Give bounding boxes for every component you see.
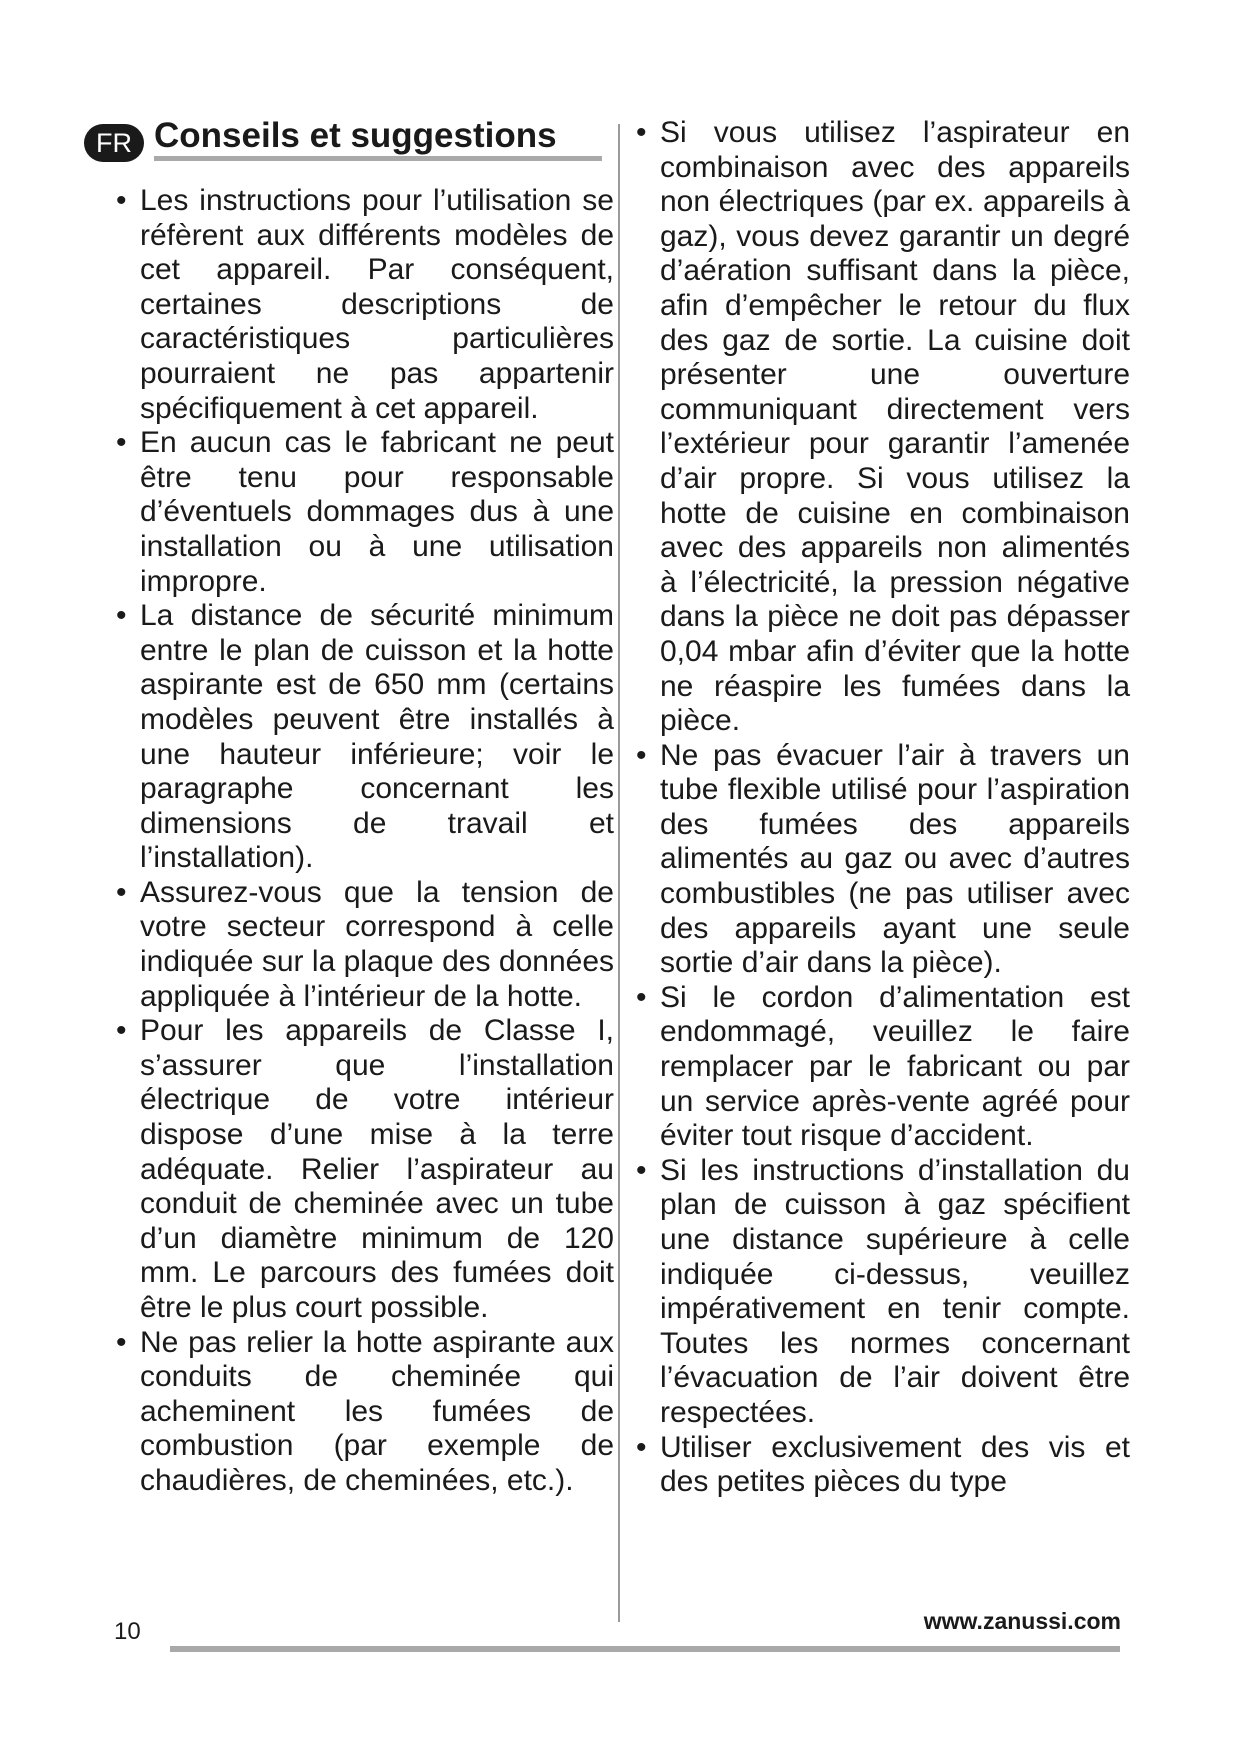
list-item-text: Utiliser exclusivement des vis et des petites pièces du type <box>660 1430 1130 1499</box>
right-column <box>632 116 1130 1500</box>
page-number: 10 <box>114 1618 141 1645</box>
list-item-text: Si le cordon d’alimentation est endommagé, veuillez le faire remplacer par le fabricant ou par un service après-vente agréé pour éviter tout risque d’accident. <box>660 980 1130 1153</box>
list-item-text: Si vous utilisez l’aspirateur en combinaison avec des appareils non électriques (par ex. appareils à gaz), vous devez garantir un degré d’aération suffisant dans la pièce, afin d’empêcher le retour du flux des gaz de sortie. La cuisine doit présenter une ouverture communiquant directement vers l’extérieur pour garantir l’amenée d’air propre. Si vous utilisez la hotte de cuisine en combinaison avec des appareils non alimentés à l’électricité, la pression négative dans la pièce ne doit pas dépasser 0,04 mbar afin d’éviter que la hotte ne réaspire les fumées dans la pièce. <box>660 116 1130 738</box>
bullet-icon: • <box>116 1325 127 1359</box>
section-heading: Conseils et suggestions <box>154 116 557 155</box>
list-item-text: La distance de sécurité minimum entre le plan de cuisson et la hotte aspirante est de 650 mm (certains modèles peuvent être installés à une hauteur inférieure; voir le paragraphe concernant les dimensions de travail et l’installation). <box>140 599 614 875</box>
bullet-icon: • <box>116 184 127 217</box>
list-item <box>112 1014 614 1325</box>
list-item <box>112 599 614 876</box>
list-item-text: Les instructions pour l’utilisation se réfèrent aux différents modèles de cet appareil. Par conséquent, certaines descriptions de caractéristiques particulières pourraient ne pas appartenir spécifiquement à cet appareil. <box>140 184 614 425</box>
language-badge: FR <box>84 124 144 162</box>
list-item-text: Assurez-vous que la tension de votre secteur correspond à celle indiquée sur la plaque des données appliquée à l’intérieur de la hotte. <box>140 875 614 1013</box>
column-divider <box>618 124 620 1622</box>
list-item <box>632 1431 1130 1500</box>
list-item <box>112 1326 614 1499</box>
list-item-text: Ne pas évacuer l’air à travers un tube flexible utilisé pour l’aspiration des fumées des appareils alimentés au gaz ou avec d’autres combustibles (ne pas utiliser avec des appareils ayant une seule sortie d’air dans la pièce). <box>660 738 1130 980</box>
bullet-icon: • <box>636 116 647 149</box>
heading-underline <box>154 156 602 161</box>
list-item-text: En aucun cas le fabricant ne peut être tenu pour responsable d’éventuels dommages dus à une installation ou à une utilisation impropre. <box>140 426 614 598</box>
left-column <box>112 184 614 1499</box>
list-item-text: Ne pas relier la hotte aspirante aux conduits de cheminée qui acheminent les fumées de combustion (par exemple de chaudières, de cheminées, etc.). <box>140 1325 614 1497</box>
bullet-icon: • <box>116 599 127 633</box>
footer-url: www.zanussi.com <box>923 1608 1121 1634</box>
bullet-icon: • <box>636 738 647 772</box>
bullet-icon: • <box>636 980 647 1014</box>
footer-rule <box>170 1646 1120 1652</box>
list-item <box>112 426 614 599</box>
list-item <box>632 1154 1130 1431</box>
bullet-icon: • <box>116 426 127 460</box>
bullet-icon: • <box>636 1430 647 1464</box>
list-item-text: Pour les appareils de Classe I, s’assurer que l’installation électrique de votre intérieur dispose d’une mise à la terre adéquate. Relier l’aspirateur au conduit de cheminée avec un tube d’un diamètre minimum de 120 mm. Le parcours des fumées doit être le plus court possible. <box>140 1014 614 1324</box>
bullet-icon: • <box>116 1014 127 1048</box>
bullet-icon: • <box>636 1153 647 1187</box>
list-item <box>632 981 1130 1154</box>
list-item <box>632 739 1130 981</box>
list-item <box>632 116 1130 739</box>
bullet-icon: • <box>116 875 127 909</box>
list-item <box>112 876 614 1014</box>
list-item <box>112 184 614 426</box>
list-item-text: Si les instructions d’installation du plan de cuisson à gaz spécifient une distance supérieure à celle indiquée ci-dessus, veuillez impérativement en tenir compte. Toutes les normes concernant l’évacuation de l’air doivent être respectées. <box>660 1153 1130 1429</box>
